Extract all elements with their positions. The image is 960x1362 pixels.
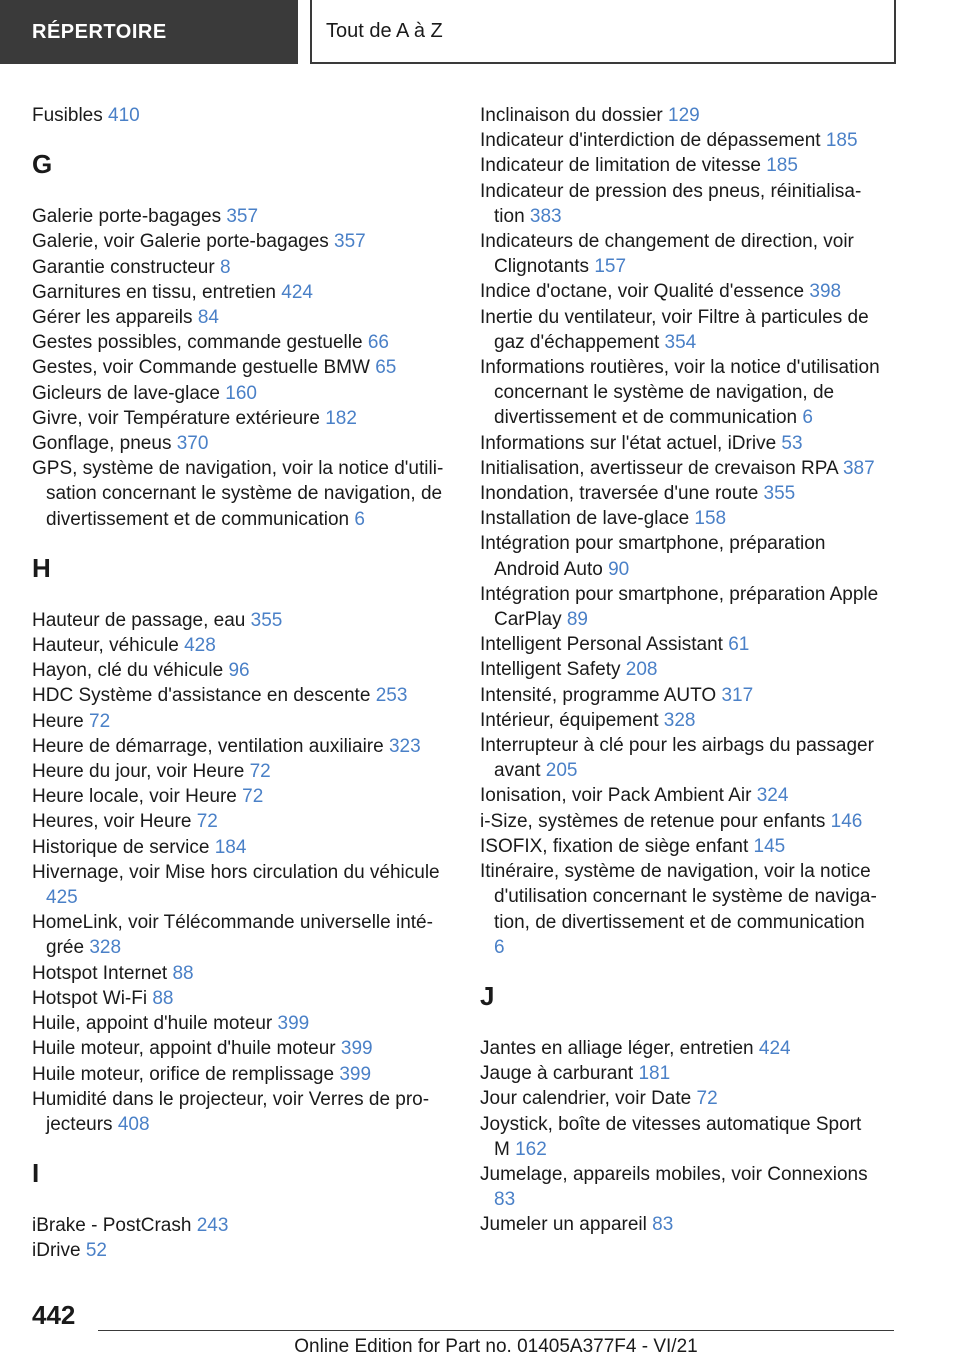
page-number: 442 (32, 1300, 76, 1330)
index-entry (32, 633, 450, 658)
index-entry (32, 1238, 450, 1263)
page-link[interactable]: 65 (375, 357, 397, 379)
index-entry-text: Gicleurs de lave-glace (32, 382, 220, 404)
edition-note: Online Edition for Part no. 01405A377F4 - VI/21 (294, 1336, 698, 1357)
page-link[interactable]: 328 (89, 937, 122, 959)
index-entry-text: Indicateurs de changement de direction, voir Clignotants (480, 231, 854, 278)
index-entry-text: Intensité, programme AUTO (480, 684, 717, 706)
section-tab[interactable]: RÉPERTOIRE (0, 0, 298, 64)
index-entry-text: Galerie, voir Galerie porte-bagages (32, 231, 329, 253)
page-link[interactable]: 88 (172, 962, 194, 984)
page-link[interactable]: 399 (339, 1063, 372, 1085)
index-entry (480, 1061, 880, 1086)
index-entry (480, 229, 880, 279)
index-entry-text: Intégration pour smartphone, préparation Android Auto (480, 533, 826, 580)
page-link[interactable]: 8 (219, 256, 231, 278)
page-link[interactable]: 6 (494, 936, 505, 958)
index-letter-heading: H (32, 552, 51, 583)
page-link[interactable]: 355 (250, 609, 283, 631)
index-entry (480, 305, 880, 355)
index-entry-text: Intégration pour smartphone, préparation Apple CarPlay (480, 583, 879, 631)
index-entry-text: Inondation, traversée d'une route (480, 483, 759, 505)
page-link[interactable]: 317 (721, 684, 754, 706)
index-entry (480, 103, 880, 128)
index-entry-text: Huile moteur, orifice de remplissage (32, 1063, 335, 1085)
index-entry (480, 1162, 880, 1212)
page-link[interactable]: 424 (281, 281, 313, 303)
index-entry-text: Intelligent Personal Assistant (480, 634, 723, 656)
index-entry-text: Jumeler un appareil (480, 1214, 647, 1236)
index-entry (32, 330, 450, 355)
index-entry-text: Gonflage, pneus (32, 433, 172, 455)
page-link[interactable]: 357 (226, 206, 259, 228)
page-link[interactable]: 324 (756, 785, 789, 807)
index-entry (480, 657, 880, 682)
page-link[interactable]: 53 (781, 432, 803, 454)
index-entry (32, 658, 450, 683)
page-link[interactable]: 428 (184, 635, 216, 657)
index-entry-text: Huile, appoint d'huile moteur (32, 1013, 273, 1035)
index-entry-text: Historique de service (32, 836, 210, 858)
page-link[interactable]: 96 (228, 660, 250, 682)
index-entry (32, 734, 450, 759)
index-entry (480, 456, 880, 481)
index-entry (32, 305, 450, 330)
index-entry (32, 608, 450, 633)
index-entry-text: Inertie du ventilateur, voir Filtre à particules de gaz d'échappement (480, 306, 869, 353)
index-entry-text: Givre, voir Température extérieure (32, 407, 320, 429)
page-link[interactable]: 72 (196, 811, 218, 833)
page-link[interactable]: 129 (668, 105, 700, 126)
page-link[interactable]: 162 (515, 1138, 547, 1160)
page-link[interactable]: 158 (694, 508, 727, 530)
index-entry (480, 179, 880, 229)
index-entry (480, 783, 880, 808)
page-link[interactable]: 383 (529, 205, 562, 227)
index-entry-text: Intérieur, équipement (480, 709, 659, 731)
index-entry (480, 153, 880, 178)
index-entry (32, 784, 450, 809)
index-entry (32, 986, 450, 1011)
page-link[interactable]: 72 (696, 1088, 718, 1110)
index-entry-text: Fusibles (32, 105, 103, 126)
index-entry (32, 406, 450, 431)
index-entry-text: Informations routières, voir la notice d'utilisation concernant le système de navigation, de divertissement et de communication (480, 357, 880, 429)
index-entry (32, 759, 450, 784)
page-link[interactable]: 145 (753, 835, 786, 857)
index-entry-text: HDC Système d'assistance en descente (32, 685, 371, 707)
index-entry (32, 204, 450, 229)
page-link[interactable]: 72 (89, 710, 111, 732)
index-entry-text: Humidité dans le projecteur, voir Verres de projecteurs (32, 1088, 430, 1135)
page-link[interactable]: 72 (242, 786, 264, 808)
page-link[interactable]: 355 (763, 483, 796, 505)
index-entry-text: Huile moteur, appoint d'huile moteur (32, 1038, 336, 1060)
index-entry (32, 1213, 450, 1238)
index-entry-text: Heures, voir Heure (32, 811, 192, 833)
index-entry-text: Indice d'octane, voir Qualité d'essence (480, 281, 805, 303)
index-entry (32, 809, 450, 834)
index-entry-text: Joystick, boîte de vitesses automatique Sport M (480, 1113, 862, 1160)
index-entry (480, 481, 880, 506)
index-entry-text: Heure du jour, voir Heure (32, 761, 245, 783)
index-entry (32, 835, 450, 860)
index-entry-text: Heure de démarrage, ventilation auxiliaire (32, 735, 384, 757)
index-entry (32, 961, 450, 986)
index-entry-text: Gestes possibles, commande gestuelle (32, 332, 363, 354)
index-entry-text: Jauge à carburant (480, 1063, 634, 1085)
index-entry-text: Hayon, clé du véhicule (32, 660, 224, 682)
page-link[interactable]: 61 (728, 634, 750, 656)
index-entry-text: Gérer les appareils (32, 307, 193, 329)
index-entry-text: Heure (32, 710, 84, 732)
index-entry-text: Hivernage, voir Mise hors circulation du véhicule (32, 861, 440, 883)
page-link[interactable]: 408 (117, 1113, 150, 1135)
page-link[interactable]: 52 (85, 1240, 107, 1262)
index-entry-text: Galerie porte-bagages (32, 206, 222, 228)
index-entry-text: Installation de lave-glace (480, 508, 690, 530)
index-column-left (32, 103, 450, 1264)
index-entry (480, 809, 880, 834)
index-entry-text: Indicateur d'interdiction de dépassement (480, 130, 821, 152)
index-entry-text: Garnitures en tissu, entretien (32, 281, 276, 303)
index-entry (32, 381, 450, 406)
index-entry (480, 834, 880, 859)
index-letter-heading: J (480, 980, 495, 1011)
index-entry (32, 255, 450, 280)
index-entry (480, 582, 880, 632)
index-entry-text: Itinéraire, système de navigation, voir la notice d'utilisation concernant le système de navigation, de divertissement et de communication (480, 861, 877, 933)
index-entry-text: GPS, système de navigation, voir la notice d'utilisation concernant le système de navigation, de divertissement et de communication (32, 458, 444, 530)
index-entry-text: ISOFIX, fixation de siège enfant (480, 835, 749, 857)
page-link[interactable]: 328 (663, 709, 696, 731)
index-entry (32, 860, 450, 910)
index-entry (32, 456, 450, 532)
index-entry (32, 280, 450, 305)
index-entry-text: Initialisation, avertisseur de crevaison RPA (480, 457, 838, 479)
index-entry (480, 128, 880, 153)
index-entry-text: HomeLink, voir Télécommande universelle intégrée (32, 912, 433, 959)
page-link[interactable]: 357 (334, 231, 366, 253)
index-entry (32, 355, 450, 380)
index-letter-heading: I (32, 1158, 40, 1189)
index-entry-text: i-Size, systèmes de retenue pour enfants (480, 810, 826, 832)
index-entry (480, 733, 880, 783)
page-link[interactable]: 205 (545, 760, 578, 782)
index-entry (32, 910, 450, 960)
page-link[interactable]: 89 (566, 609, 588, 631)
page-header (0, 0, 960, 64)
index-entry-text: Intelligent Safety (480, 659, 621, 681)
index-letter-heading: G (32, 149, 53, 180)
index-entry (480, 632, 880, 657)
page-link[interactable]: 410 (108, 105, 140, 126)
page-link[interactable]: 6 (354, 508, 365, 530)
page-link[interactable]: 6 (802, 407, 813, 429)
page-link[interactable]: 370 (176, 433, 209, 455)
index-entry (480, 531, 880, 581)
index-entry-text: Heure locale, voir Heure (32, 786, 237, 808)
index-entry (480, 683, 880, 708)
page-link[interactable]: 90 (608, 558, 630, 580)
index-entry-text: Hauteur, véhicule (32, 635, 179, 657)
index-entry-text: Indicateur de limitation de vitesse (480, 155, 761, 177)
page-link[interactable]: 253 (375, 685, 408, 707)
page-link[interactable]: 398 (809, 281, 842, 303)
page-link[interactable]: 185 (766, 155, 798, 177)
index-entry (32, 431, 450, 456)
index-entry (480, 1212, 880, 1237)
page-link[interactable]: 185 (825, 130, 858, 152)
index-entry-text: Jumelage, appareils mobiles, voir Connexions (480, 1163, 868, 1185)
index-entry-text: iBrake - PostCrash (32, 1215, 192, 1237)
index-entry (480, 1086, 880, 1111)
index-entry-text: Jour calendrier, voir Date (480, 1088, 692, 1110)
index-entry (32, 1036, 450, 1061)
page-link[interactable]: 387 (842, 457, 875, 479)
page-link[interactable]: 424 (758, 1037, 791, 1059)
index-entry-text: Hauteur de passage, eau (32, 609, 246, 631)
page-link[interactable]: 181 (638, 1063, 671, 1085)
index-entry-text: iDrive (32, 1240, 81, 1262)
index-entry-text: Hotspot Internet (32, 962, 168, 984)
index-entry-text: Ionisation, voir Pack Ambient Air (480, 785, 752, 807)
page-link[interactable]: 323 (388, 735, 421, 757)
index-entry (480, 708, 880, 733)
index-entry (480, 355, 880, 431)
index-entry (480, 859, 880, 960)
index-entry (32, 103, 450, 128)
page-link[interactable]: 83 (494, 1189, 516, 1211)
index-entry-text: Jantes en alliage léger, entretien (480, 1037, 754, 1059)
index-column-right (480, 103, 880, 1238)
page-link[interactable]: 83 (652, 1214, 674, 1236)
index-entry-text: Garantie constructeur (32, 256, 215, 278)
page-link[interactable]: 182 (325, 407, 357, 429)
index-entry (480, 1036, 880, 1061)
page-link[interactable]: 72 (249, 761, 271, 783)
index-entry (480, 431, 880, 456)
page-link[interactable]: 354 (664, 331, 697, 353)
page-link[interactable]: 88 (152, 987, 174, 1009)
index-entry (480, 506, 880, 531)
page-link[interactable]: 425 (46, 887, 78, 909)
index-entry (32, 1062, 450, 1087)
index-entry-text: Indicateur de pression des pneus, réinitialisation (480, 180, 862, 227)
page-link[interactable]: 399 (277, 1013, 310, 1035)
index-entry (32, 229, 450, 254)
page-link[interactable]: 146 (830, 810, 863, 832)
index-entry-text: Informations sur l'état actuel, iDrive (480, 432, 777, 454)
chapter-title: Tout de A à Z (310, 0, 896, 64)
page-link[interactable]: 184 (214, 836, 247, 858)
index-entry (32, 683, 450, 708)
index-entry (32, 1087, 450, 1137)
page-link[interactable]: 399 (340, 1038, 373, 1060)
page-link[interactable]: 160 (225, 382, 257, 404)
index-entry (480, 1112, 880, 1162)
page-link[interactable]: 208 (625, 659, 658, 681)
index-entry (480, 279, 880, 304)
index-entry-text: Hotspot Wi-Fi (32, 987, 148, 1009)
index-entry-text: Interrupteur à clé pour les airbags du passager avant (480, 735, 874, 782)
footer-divider (98, 1330, 894, 1331)
index-entry (32, 709, 450, 734)
page-link[interactable]: 243 (196, 1215, 229, 1237)
index-entry-text: Gestes, voir Commande gestuelle BMW (32, 357, 370, 379)
page-link[interactable]: 84 (197, 307, 219, 329)
page-link[interactable]: 157 (594, 256, 627, 278)
index-entry-text: Inclinaison du dossier (480, 105, 663, 126)
page-link[interactable]: 66 (367, 332, 389, 354)
index-entry (32, 1011, 450, 1036)
